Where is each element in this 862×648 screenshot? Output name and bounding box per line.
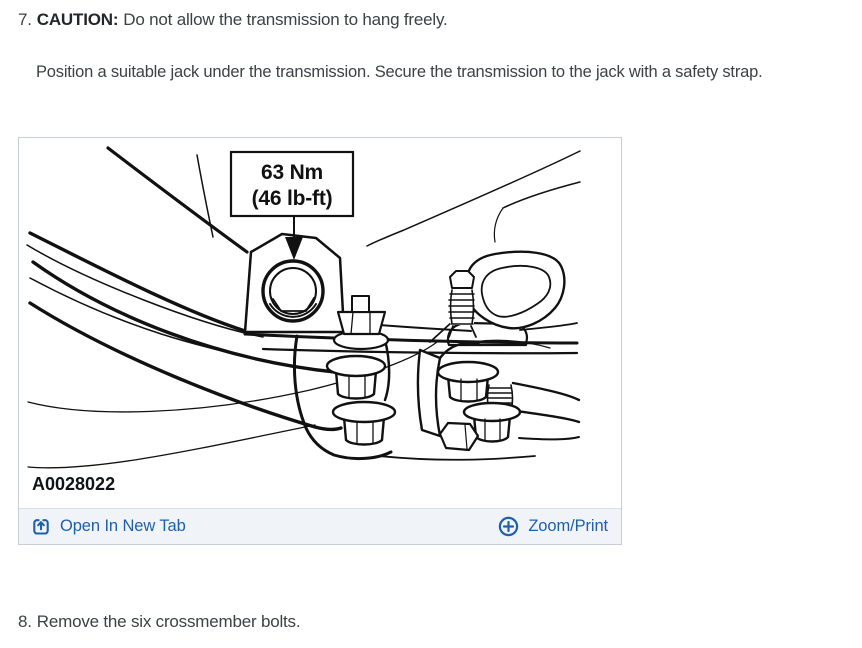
step7-caution-line (18, 10, 448, 30)
figure-id-label: A0028022 (32, 474, 116, 494)
step7-number: 7. (18, 10, 32, 29)
d-ring-handle (449, 252, 564, 337)
caution-text: Do not allow the transmission to hang freely. (123, 10, 448, 29)
open-in-new-tab-label: Open In New Tab (60, 517, 186, 535)
torque-bolt-head (263, 261, 323, 321)
step8-text: Remove the six crossmember bolts. (36, 612, 301, 631)
figure-toolbar (19, 508, 621, 544)
zoom-print-label: Zoom/Print (528, 517, 608, 535)
zoom-print-link[interactable] (498, 516, 608, 537)
technical-illustration (19, 138, 621, 471)
open-in-new-tab-link[interactable] (32, 517, 186, 536)
step8-number: 8. (18, 612, 32, 631)
crossmember-bolts-right (418, 343, 520, 450)
step8-line (18, 612, 300, 632)
zoom-plus-icon (498, 516, 519, 537)
caution-label: CAUTION: (36, 10, 119, 29)
torque-value-imperial: (46 lb-ft) (251, 187, 333, 210)
torque-value-metric: 63 Nm (260, 161, 324, 184)
figure-frame (18, 137, 622, 545)
open-in-new-tab-icon (32, 517, 51, 536)
torque-callout (231, 152, 353, 260)
step7-instruction: Position a suitable jack under the transmission. Secure the transmission to the jack with a safety strap. (36, 63, 763, 81)
